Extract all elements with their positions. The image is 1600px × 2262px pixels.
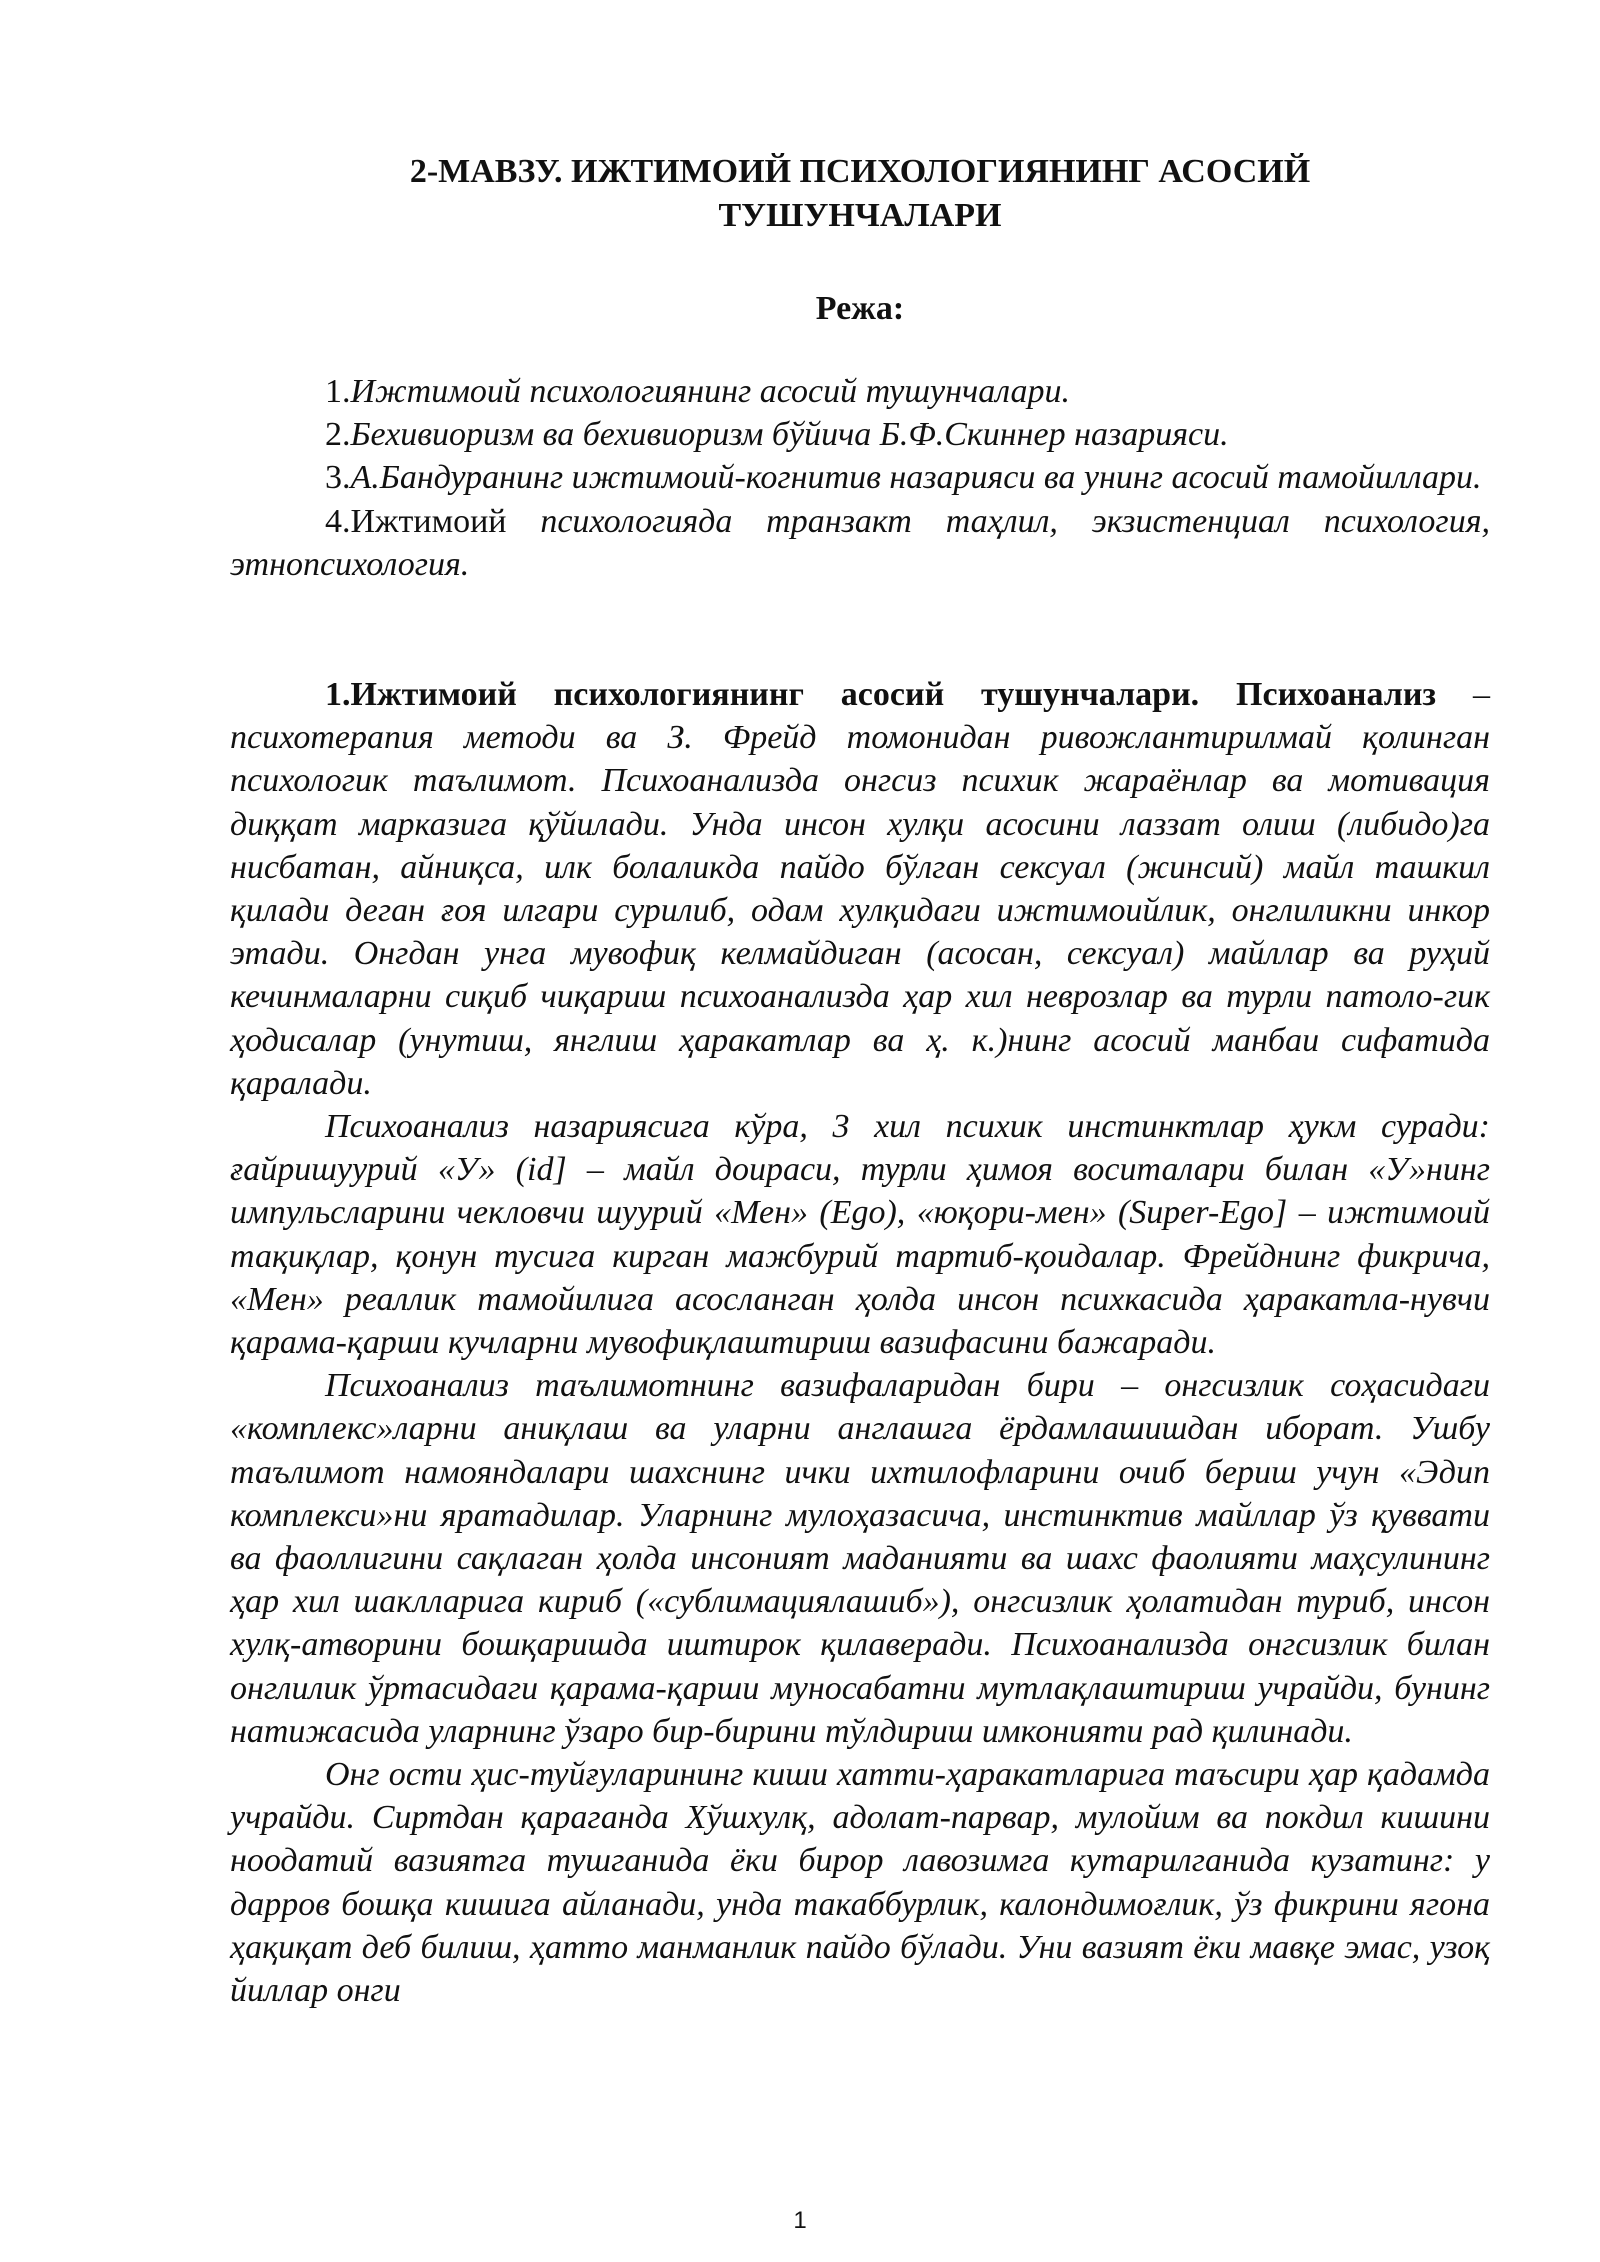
- plan-item-3: 3.А.Бандуранинг ижтимоий-когнитив назарияси ва унинг асосий тамойиллари.: [325, 459, 1482, 497]
- plan-item-1: 1.Ижтимоий психологиянинг асосий тушунчалари.: [325, 373, 1070, 410]
- section-1-paragraph-3: Психоанализ таълимотнинг вазифаларидан бири – онгсизлик соҳасидаги «комплекс»ларни аниқлаш ва уларни англашга ёрдамлашишдан иборат. Ушбу таълимот намояндалари шахснинг ички ихтилофларини очиб бериш учун «Эдип комплекси»ни яратадилар. Уларнинг мулоҳазасича, инстинктив майллар ўз қуввати ва фаоллигини сақлаган ҳолда инсоният маданияти ва шахс фаолияти маҳсулининг ҳар хил шаклларига кириб («сублимациялашиб»), онгсизлик ҳолатидан туриб, инсон хулқ-атворини бошқаришда иштирок қилаверади. Психоанализда онгсизлик билан онглилик ўртасидаги қарама-қарши муносабатни мутлақлаштириш учрайди, бунинг натижасида уларнинг ўзаро бир-бирини тўлдириш имконияти рад қилинади.: [230, 1367, 1490, 1750]
- title-line-2: ТУШУНЧАЛАРИ: [718, 197, 1002, 234]
- page-title: [230, 150, 1490, 238]
- title-line-1: 2-МАВЗУ. ИЖТИМОИЙ ПСИХОЛОГИЯНИНГ АСОСИЙ: [409, 153, 1311, 190]
- section-1-paragraph-4: Онг ости ҳис-туйғуларининг киши хатти-ҳаракатларига таъсири ҳар қадамда учрайди. Сиртдан қараганда Хўшхулқ, адолат-парвар, мулойим ва покдил кишини ноодатий вазиятга тушганида ёки бирор лавозимга кутарилганида кузатинг: у дарров бошқа кишига айланади, унда такаббурлик, калондимоғлик, ўз фикрини ягона ҳақиқат деб билиш, ҳатто манманлик пайдо бўлади. Уни вазият ёки мавқе эмас, узоқ йиллар онги: [230, 1756, 1490, 2010]
- plan-item-2: 2.Бехивиоризм ва бехивиоризм бўйича Б.Ф.Скиннер назарияси.: [325, 416, 1229, 454]
- plan-list: [230, 370, 1490, 586]
- page-number: 1: [793, 2207, 807, 2234]
- section-heading: 1.Ижтимоий психологиянинг асосий тушунчалари. Психоанализ: [325, 676, 1437, 713]
- section-1: [230, 673, 1490, 2012]
- section-1-paragraph-2: Психоанализ назариясига кўра, 3 хил психик инстинктлар ҳукм суради: ғайришуурий «У» (id] – майл доираси, турли ҳимоя воситалари билан «У»нинг импульсларини чекловчи шуурий «Мен» (Ego), «юқори-мен» (Super-Ego] – ижтимоий тақиқлар, қонун тусига кирган мажбурий тартиб-қоидалар. Фрейднинг фикрича, «Мен» реаллик тамойилига асосланган ҳолда инсон психкасида ҳаракатла-нувчи қарама-қарши кучларни мувофиқлаштириш вазифасини бажаради.: [230, 1108, 1490, 1362]
- section-1-paragraph-1: 1.Ижтимоий психологиянинг асосий тушунчалари. Психоанализ – психотерапия методи ва З. Фрейд томонидан ривожлантирилмай қолинган психологик таълимот. Психоанализда онгсиз психик жараёнлар ва мотивация диққат марказига қўйилади. Унда инсон хулқи асосини лаззат олиш (либидо)га нисбатан, айниқса, илк болаликда пайдо бўлган сексуал (жинсий) майл ташкил қилади деган ғоя илгари сурилиб, одам хулқидаги ижтимоийлик, онглиликни инкор этади. Онгдан унга мувофиқ келмайдиган (асосан, сексуал) майллар ва руҳий кечинмаларни сиқиб чиқариш психоанализда ҳар хил неврозлар ва турли патоло-гик ҳодисалар (унутиш, янглиш ҳаракатлар ва ҳ. к.)нинг асосий манбаи сифатида қаралади.: [230, 676, 1491, 1102]
- plan-item-4: 4.Ижтимоий психологияда транзакт таҳлил, экзистенциал психология, этнопсихология.: [230, 502, 1490, 583]
- plan-heading: Режа:: [815, 290, 905, 327]
